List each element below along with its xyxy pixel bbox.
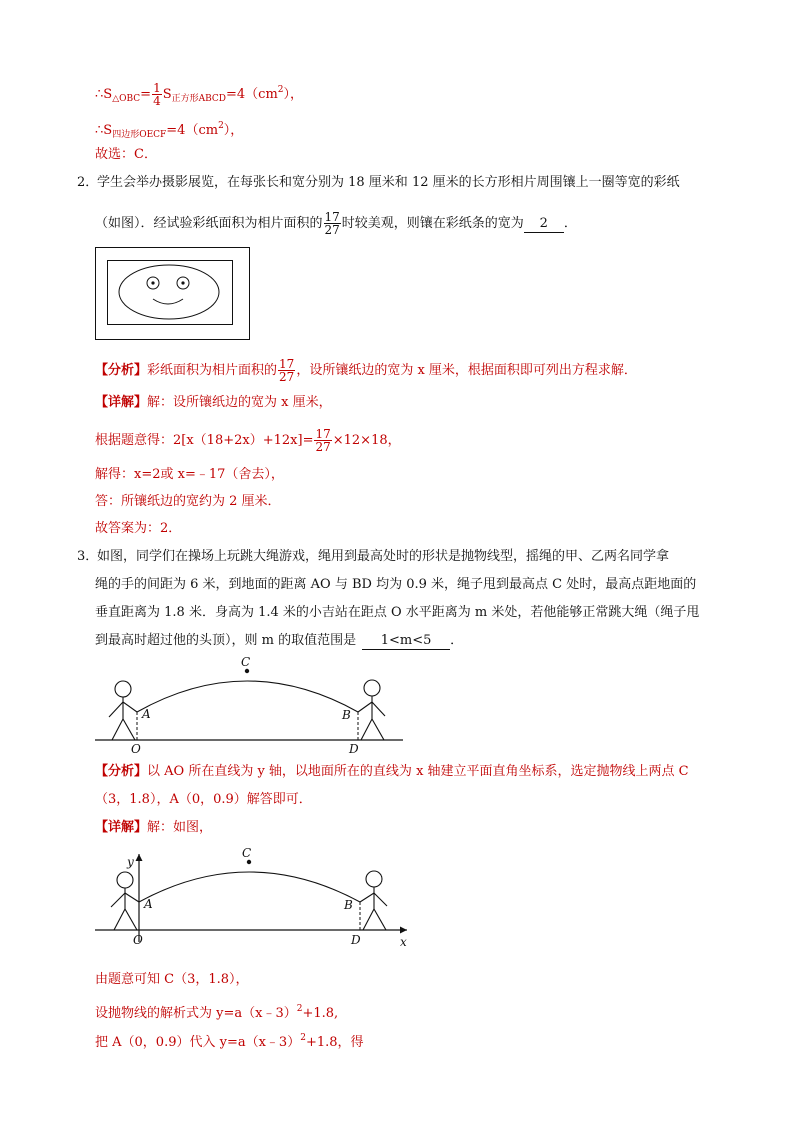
- label-B: B: [344, 898, 353, 912]
- q2-number: 2．: [77, 175, 99, 190]
- q2-final: 故答案为：2．: [95, 521, 182, 536]
- rope-figure: [95, 656, 405, 756]
- q2-analysis: [95, 358, 637, 383]
- label-x: x: [400, 935, 407, 949]
- coordinate-figure: [95, 846, 415, 950]
- label-y: y: [127, 855, 134, 869]
- denominator: 27: [279, 370, 295, 384]
- analysis-tag: 【分析】: [95, 363, 148, 378]
- prev-line-2: [95, 118, 243, 143]
- numerator: 17: [279, 357, 295, 371]
- text: ．: [563, 216, 577, 231]
- q2-line-1: 学生会举办摄影展览，在每张长和宽分别为 18 厘米和 12 厘米的长方形相片周围镶上一圈等宽的彩纸: [97, 175, 680, 190]
- analysis-tag: 【分析】: [95, 764, 148, 779]
- label-D: D: [349, 742, 359, 756]
- subscript: 四边形OECF: [112, 130, 167, 140]
- text: ），: [283, 87, 304, 102]
- text: 解：设所镶纸边的宽为 x 厘米，: [147, 395, 332, 410]
- smile: [153, 299, 183, 304]
- label-C: C: [242, 846, 252, 860]
- q3-line-2: 绳的手的间距为 6 米，到地面的距离 AO 与 BD 均为 0.9 米，绳子甩到最高点 C 处时，最高点距地面的: [95, 577, 697, 592]
- text: 设抛物线的解析式为 y=a（x﹣3）: [95, 1006, 297, 1021]
- left-person: [111, 872, 139, 930]
- text: =: [302, 433, 314, 448]
- text: 以 AO 所在直线为 y 轴，以地面所在的直线为 x 轴建立平面直角坐标系，选定抛物线上两点 C: [147, 764, 689, 779]
- q3-line-3: 垂直距离为 1.8 米．身高为 1.4 米的小吉站在距点 O 水平距离为 m 米处，若他能够正常跳大绳（绳子甩: [95, 605, 700, 620]
- numerator: 1: [153, 81, 161, 95]
- photo-border: [108, 261, 233, 325]
- denominator: 27: [324, 223, 340, 237]
- text: =: [140, 87, 152, 102]
- text: 到最高时超过他的头顶），则 m 的取值范围是: [95, 633, 357, 648]
- subscript: 正方形ABCD: [171, 94, 226, 104]
- text: 根据题意得：2[x（18+2x）+12x]: [95, 433, 303, 448]
- label-O: O: [131, 742, 141, 756]
- answer-blank: [362, 633, 450, 650]
- text: S: [162, 87, 172, 102]
- face-outline: [119, 265, 219, 319]
- text: 彩纸面积为相片面积的: [147, 363, 278, 378]
- denominator: 27: [315, 440, 331, 454]
- numerator: 17: [324, 210, 340, 224]
- fraction: [278, 358, 295, 383]
- right-pupil: [181, 281, 184, 284]
- text: +1.8，得: [305, 1035, 364, 1050]
- q3-line-4: [95, 633, 463, 650]
- q2-detail: [95, 395, 332, 411]
- detail-tag: 【详解】: [95, 820, 148, 835]
- text: +1.8,: [302, 1006, 339, 1021]
- denominator: 4: [153, 94, 161, 108]
- q3-analysis-2: （3，1.8），A（0，0.9）解答即可．: [95, 792, 312, 807]
- prev-line-1: [95, 82, 303, 107]
- superscript: 2: [300, 1033, 306, 1043]
- q3-analysis-1: [95, 764, 689, 780]
- q3-line-1: 如图，同学们在操场上玩跳大绳游戏，绳用到最高处时的形状是抛物线型，摇绳的甲、乙两名同学拿: [97, 549, 670, 564]
- right-person: [360, 871, 387, 930]
- left-pupil: [151, 281, 154, 284]
- text: ∴S: [95, 87, 113, 102]
- numerator: 17: [315, 427, 331, 441]
- q3-step-1: 由题意可知 C（3，1.8），: [95, 972, 249, 987]
- text: ，设所镶纸边的宽为 x 厘米，根据面积即可列出方程求解．: [296, 363, 637, 378]
- superscript: 2: [296, 1004, 303, 1014]
- q2-solution: 解得：x=2或 x=﹣17（舍去），: [95, 467, 284, 482]
- answer: 1<m<5: [380, 633, 432, 648]
- label-A: A: [142, 707, 151, 721]
- text: （如图）．经试验彩纸面积为相片面积的: [95, 216, 323, 231]
- label-D: D: [351, 933, 361, 947]
- label-O: O: [133, 933, 143, 947]
- fraction: [152, 82, 162, 107]
- subscript: △OBC: [112, 94, 141, 104]
- text: =4（cm: [226, 87, 278, 102]
- rope-parabola: [137, 681, 358, 712]
- right-person: [358, 680, 385, 740]
- point-C: [245, 669, 249, 673]
- q2-line-2: [95, 211, 577, 236]
- label-A: A: [144, 897, 153, 911]
- text: 时较美观，则镶在彩纸条的宽为: [341, 216, 524, 231]
- superscript: 2: [218, 121, 224, 131]
- fraction: [314, 428, 331, 453]
- q3-detail: [95, 820, 212, 836]
- text: ．: [450, 633, 464, 648]
- point-C: [247, 860, 251, 864]
- detail-tag: 【详解】: [95, 395, 148, 410]
- answer-blank: [524, 216, 564, 233]
- text: ∴S: [95, 123, 113, 138]
- rope-parabola: [139, 872, 360, 902]
- text: ），: [223, 123, 244, 138]
- q2-equation: [95, 428, 401, 453]
- text: 解：如图，: [147, 820, 213, 835]
- prev-line-3: 故选：C．: [95, 147, 157, 162]
- q3-step-2: [95, 1001, 338, 1022]
- photo-frame-figure: [95, 247, 250, 340]
- text: ×12×18，: [332, 433, 401, 448]
- label-B: B: [342, 708, 351, 722]
- fraction: [324, 211, 341, 236]
- text: 把 A（0，0.9）代入 y=a（x﹣3）: [95, 1035, 301, 1050]
- answer: 2: [539, 216, 548, 231]
- superscript: 2: [277, 85, 284, 95]
- label-C: C: [241, 655, 251, 669]
- text: =4（cm: [166, 123, 219, 138]
- q3-step-3: [95, 1030, 364, 1051]
- q2-answer-line: 答：所镶纸边的宽约为 2 厘米．: [95, 494, 281, 509]
- left-person: [109, 681, 137, 740]
- q3-number: 3．: [77, 549, 99, 564]
